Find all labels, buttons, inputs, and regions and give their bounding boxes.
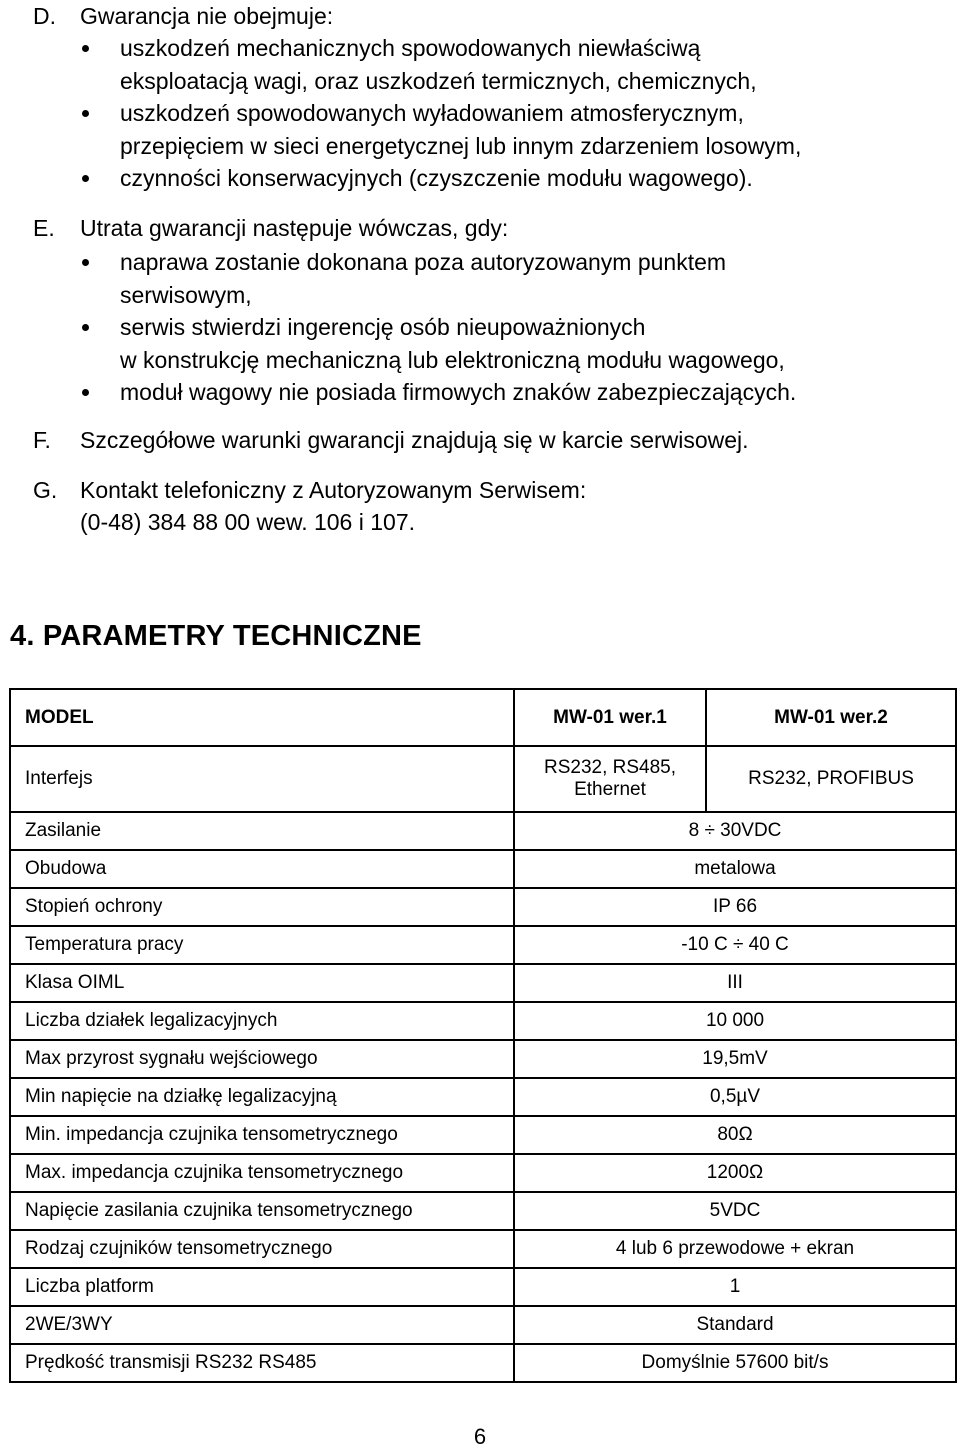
row-value: III [514,964,956,1002]
table-row [10,1154,956,1192]
row-value: metalowa [514,850,956,888]
row-label: Max przyrost sygnału wejściowego [10,1040,514,1078]
row-label: Obudowa [10,850,514,888]
row-label: Rodzaj czujników tensometrycznego [10,1230,514,1268]
row-value: 10 000 [514,1002,956,1040]
section-letter: F. [33,427,51,453]
table-row [10,1230,956,1268]
table-row [10,812,956,850]
row-label: Max. impedancja czujnika tensometrycznego [10,1154,514,1192]
row-value: 5VDC [514,1192,956,1230]
table-row [10,1002,956,1040]
interfejs-v2: RS232, PROFIBUS [706,746,956,812]
table-row [10,746,956,812]
row-label: Min. impedancja czujnika tensometrycznego [10,1116,514,1154]
header-model: MODEL [10,689,514,746]
section-e-list [82,246,796,409]
row-value: 19,5mV [514,1040,956,1078]
row-value: 4 lub 6 przewodowe + ekran [514,1230,956,1268]
section-letter: E. [33,215,55,241]
section-heading: Gwarancja nie obejmuje: [80,3,334,29]
list-item: naprawa zostanie dokonana poza autoryzowanym punktem serwisowym, [82,246,796,311]
section-d-list [82,32,801,195]
page-number: 6 [473,1424,487,1449]
contact-phone: (0-48) 384 88 00 wew. 106 i 107. [80,509,416,535]
list-item: czynności konserwacyjnych (czyszczenie modułu wagowego). [82,162,801,195]
specs-table [9,688,957,1383]
row-value: Domyślnie 57600 bit/s [514,1344,956,1382]
section-letter: G. [33,477,58,503]
row-value: 80Ω [514,1116,956,1154]
table-row [10,1192,956,1230]
section-heading: Utrata gwarancji następuje wówczas, gdy: [80,215,509,241]
table-row [10,1268,956,1306]
table-row [10,964,956,1002]
table-row [10,1344,956,1382]
list-item: moduł wagowy nie posiada firmowych znaków zabezpieczających. [82,376,796,409]
row-value: Standard [514,1306,956,1344]
row-label: Zasilanie [10,812,514,850]
row-value: -10 C ÷ 40 C [514,926,956,964]
list-item: uszkodzeń spowodowanych wyładowaniem atmosferycznym, przepięciem w sieci energetycznej lub innym zdarzeniem losowym, [82,97,801,162]
table-row [10,1040,956,1078]
header-model-v2: MW-01 wer.2 [706,689,956,746]
list-item: serwis stwierdzi ingerencję osób nieupoważnionych w konstrukcję mechaniczną lub elektroniczną modułu wagowego, [82,311,796,376]
row-value: 1 [514,1268,956,1306]
row-value: 0,5µV [514,1078,956,1116]
table-row [10,888,956,926]
section-letter: D. [33,3,56,29]
row-label: Stopień ochrony [10,888,514,926]
section-heading: Kontakt telefoniczny z Autoryzowanym Serwisem: [80,477,587,503]
table-row [10,1306,956,1344]
section-heading: Szczegółowe warunki gwarancji znajdują się w karcie serwisowej. [80,427,749,453]
table-row [10,1078,956,1116]
row-label: Prędkość transmisji RS232 RS485 [10,1344,514,1382]
table-row [10,1116,956,1154]
row-label: Napięcie zasilania czujnika tensometrycznego [10,1192,514,1230]
table-row [10,850,956,888]
row-label: Liczba działek legalizacyjnych [10,1002,514,1040]
table-header-row [10,689,956,746]
row-label: 2WE/3WY [10,1306,514,1344]
row-label: Min napięcie na działkę legalizacyjną [10,1078,514,1116]
row-label: Temperatura pracy [10,926,514,964]
row-value: 8 ÷ 30VDC [514,812,956,850]
header-model-v1: MW-01 wer.1 [514,689,706,746]
row-label: Interfejs [10,746,514,812]
row-label: Klasa OIML [10,964,514,1002]
row-value: 1200Ω [514,1154,956,1192]
row-value: IP 66 [514,888,956,926]
row-label: Liczba platform [10,1268,514,1306]
interfejs-v1: RS232, RS485, Ethernet [514,746,706,812]
list-item: uszkodzeń mechanicznych spowodowanych niewłaściwą eksploatacją wagi, oraz uszkodzeń termicznych, chemicznych, [82,32,801,97]
page-title: 4. PARAMETRY TECHNICZNE [10,620,422,652]
table-row [10,926,956,964]
